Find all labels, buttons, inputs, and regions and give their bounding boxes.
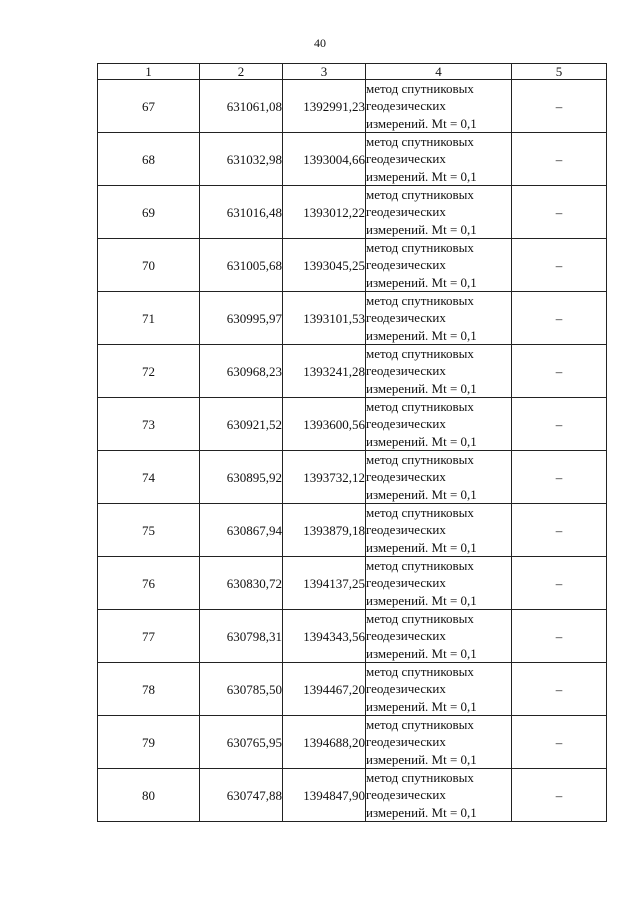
method-line: метод спутниковых xyxy=(366,664,474,679)
point-number-cell: 74 xyxy=(98,451,200,504)
coordinate-y-cell: 1393732,12 xyxy=(283,451,366,504)
note-cell: – xyxy=(512,239,607,292)
point-number-cell: 79 xyxy=(98,716,200,769)
table-header-row xyxy=(98,64,607,80)
point-number-cell: 68 xyxy=(98,133,200,186)
coordinate-x-cell: 630968,23 xyxy=(200,345,283,398)
method-cell xyxy=(366,398,512,451)
coordinate-y-cell: 1393879,18 xyxy=(283,504,366,557)
coordinate-y-cell: 1393045,25 xyxy=(283,239,366,292)
method-line: метод спутниковых xyxy=(366,346,474,361)
coordinate-y-cell: 1394137,25 xyxy=(283,557,366,610)
note-cell: – xyxy=(512,663,607,716)
method-cell xyxy=(366,239,512,292)
point-number-cell: 75 xyxy=(98,504,200,557)
method-line: измерений. Mt = 0,1 xyxy=(366,698,477,714)
method-line: метод спутниковых xyxy=(366,399,474,414)
coordinate-x-cell: 630995,97 xyxy=(200,292,283,345)
method-line: метод спутниковых xyxy=(366,611,474,626)
point-number-cell: 67 xyxy=(98,80,200,133)
coordinate-y-cell: 1393241,28 xyxy=(283,345,366,398)
method-line: метод спутниковых xyxy=(366,187,474,202)
coordinate-y-cell: 1393004,66 xyxy=(283,133,366,186)
method-cell xyxy=(366,557,512,610)
table-row xyxy=(98,80,607,133)
method-line: геодезических xyxy=(366,681,446,697)
point-number-cell: 70 xyxy=(98,239,200,292)
method-line: геодезических xyxy=(366,469,446,485)
coordinate-y-cell: 1393101,53 xyxy=(283,292,366,345)
coordinate-y-cell: 1394847,90 xyxy=(283,769,366,822)
header-cell-2: 2 xyxy=(200,64,283,80)
point-number-cell: 72 xyxy=(98,345,200,398)
coordinate-y-cell: 1393012,22 xyxy=(283,186,366,239)
method-line: измерений. Mt = 0,1 xyxy=(366,539,477,555)
method-line: измерений. Mt = 0,1 xyxy=(366,168,477,184)
method-line: измерений. Mt = 0,1 xyxy=(366,327,477,343)
table-row xyxy=(98,345,607,398)
coordinate-y-cell: 1393600,56 xyxy=(283,398,366,451)
method-cell xyxy=(366,345,512,398)
coordinates-table xyxy=(97,63,607,822)
method-line: геодезических xyxy=(366,522,446,538)
method-cell xyxy=(366,186,512,239)
table-row xyxy=(98,239,607,292)
table-row xyxy=(98,663,607,716)
method-line: метод спутниковых xyxy=(366,452,474,467)
method-line: геодезических xyxy=(366,151,446,167)
coordinate-x-cell: 630867,94 xyxy=(200,504,283,557)
coordinate-x-cell: 630798,31 xyxy=(200,610,283,663)
method-line: измерений. Mt = 0,1 xyxy=(366,433,477,449)
note-cell: – xyxy=(512,398,607,451)
method-cell xyxy=(366,133,512,186)
method-line: метод спутниковых xyxy=(366,717,474,732)
coordinate-x-cell: 630785,50 xyxy=(200,663,283,716)
coordinate-x-cell: 630747,88 xyxy=(200,769,283,822)
table-row xyxy=(98,133,607,186)
note-cell: – xyxy=(512,186,607,239)
method-line: метод спутниковых xyxy=(366,81,474,96)
method-cell xyxy=(366,610,512,663)
point-number-cell: 71 xyxy=(98,292,200,345)
table-row xyxy=(98,557,607,610)
method-line: измерений. Mt = 0,1 xyxy=(366,486,477,502)
coordinate-y-cell: 1392991,23 xyxy=(283,80,366,133)
method-line: геодезических xyxy=(366,204,446,220)
header-cell-3: 3 xyxy=(283,64,366,80)
method-line: измерений. Mt = 0,1 xyxy=(366,751,477,767)
coordinate-x-cell: 631016,48 xyxy=(200,186,283,239)
header-cell-5: 5 xyxy=(512,64,607,80)
method-line: измерений. Mt = 0,1 xyxy=(366,274,477,290)
point-number-cell: 69 xyxy=(98,186,200,239)
method-line: метод спутниковых xyxy=(366,134,474,149)
method-line: геодезических xyxy=(366,628,446,644)
method-line: метод спутниковых xyxy=(366,240,474,255)
note-cell: – xyxy=(512,716,607,769)
point-number-cell: 77 xyxy=(98,610,200,663)
page-number: 40 xyxy=(314,36,326,50)
coordinate-x-cell: 631061,08 xyxy=(200,80,283,133)
coordinate-x-cell: 631032,98 xyxy=(200,133,283,186)
method-cell xyxy=(366,663,512,716)
coordinate-y-cell: 1394343,56 xyxy=(283,610,366,663)
method-cell xyxy=(366,451,512,504)
method-line: геодезических xyxy=(366,363,446,379)
point-number-cell: 78 xyxy=(98,663,200,716)
method-line: геодезических xyxy=(366,416,446,432)
method-line: измерений. Mt = 0,1 xyxy=(366,592,477,608)
method-line: метод спутниковых xyxy=(366,505,474,520)
table-row xyxy=(98,186,607,239)
note-cell: – xyxy=(512,557,607,610)
coordinate-x-cell: 630765,95 xyxy=(200,716,283,769)
table-row xyxy=(98,451,607,504)
note-cell: – xyxy=(512,610,607,663)
header-cell-1: 1 xyxy=(98,64,200,80)
method-line: геодезических xyxy=(366,787,446,803)
coordinate-x-cell: 630895,92 xyxy=(200,451,283,504)
method-cell xyxy=(366,504,512,557)
coordinate-y-cell: 1394688,20 xyxy=(283,716,366,769)
method-cell xyxy=(366,80,512,133)
method-line: метод спутниковых xyxy=(366,293,474,308)
note-cell: – xyxy=(512,292,607,345)
point-number-cell: 76 xyxy=(98,557,200,610)
coordinate-y-cell: 1394467,20 xyxy=(283,663,366,716)
method-line: геодезических xyxy=(366,257,446,273)
method-line: метод спутниковых xyxy=(366,770,474,785)
method-line: измерений. Mt = 0,1 xyxy=(366,645,477,661)
point-number-cell: 73 xyxy=(98,398,200,451)
note-cell: – xyxy=(512,504,607,557)
method-line: геодезических xyxy=(366,734,446,750)
point-number-cell: 80 xyxy=(98,769,200,822)
coordinate-x-cell: 630921,52 xyxy=(200,398,283,451)
coordinate-x-cell: 631005,68 xyxy=(200,239,283,292)
table-row xyxy=(98,610,607,663)
table-row xyxy=(98,398,607,451)
method-cell xyxy=(366,716,512,769)
method-line: метод спутниковых xyxy=(366,558,474,573)
note-cell: – xyxy=(512,769,607,822)
method-line: геодезических xyxy=(366,575,446,591)
table-row xyxy=(98,292,607,345)
note-cell: – xyxy=(512,80,607,133)
note-cell: – xyxy=(512,451,607,504)
method-line: измерений. Mt = 0,1 xyxy=(366,221,477,237)
method-line: геодезических xyxy=(366,310,446,326)
table-row xyxy=(98,769,607,822)
header-cell-4: 4 xyxy=(366,64,512,80)
method-cell xyxy=(366,769,512,822)
note-cell: – xyxy=(512,345,607,398)
method-line: геодезических xyxy=(366,98,446,114)
coordinate-x-cell: 630830,72 xyxy=(200,557,283,610)
method-line: измерений. Mt = 0,1 xyxy=(366,804,477,820)
method-cell xyxy=(366,292,512,345)
table-row xyxy=(98,716,607,769)
table-row xyxy=(98,504,607,557)
method-line: измерений. Mt = 0,1 xyxy=(366,380,477,396)
note-cell: – xyxy=(512,133,607,186)
method-line: измерений. Mt = 0,1 xyxy=(366,115,477,131)
